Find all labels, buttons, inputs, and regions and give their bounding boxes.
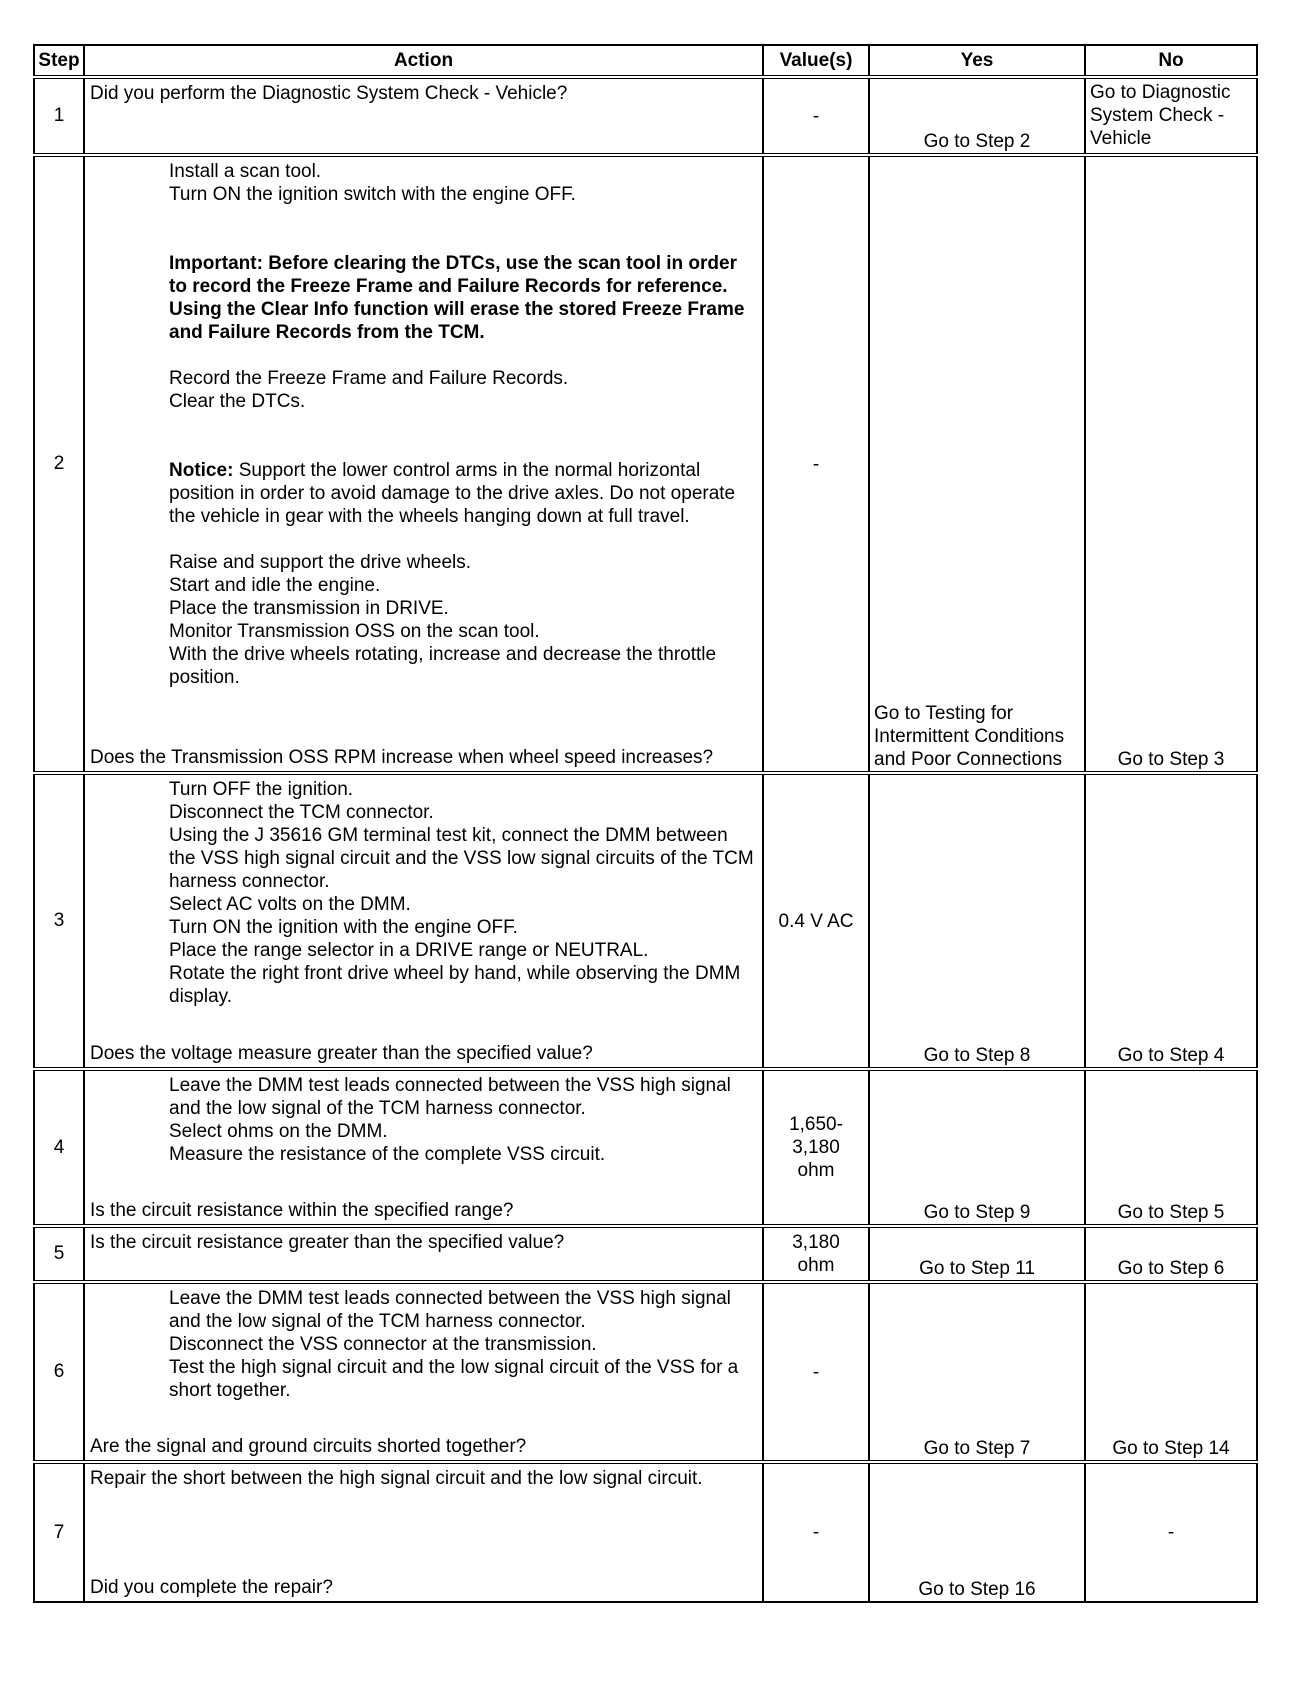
table-row: [34, 1226, 1257, 1282]
value-cell: [763, 1226, 869, 1282]
step-number: 4: [34, 1069, 84, 1226]
action-line: Leave the DMM test leads connected between the VSS high signal and the low signal of the TCM harness connector.: [169, 1288, 731, 1332]
header-no: No: [1085, 45, 1257, 77]
action-cell: [84, 1282, 763, 1462]
value-cell: -: [763, 1462, 869, 1602]
step-question: Did you complete the repair?: [90, 1577, 333, 1598]
yes-cell: Go to Step 8: [869, 773, 1085, 1069]
header-action: Action: [84, 45, 763, 77]
step-question: Is the circuit resistance greater than the specified value?: [90, 1232, 565, 1253]
no-cell: Go to Step 3: [1085, 155, 1257, 773]
action-line: Place the range selector in a DRIVE range or NEUTRAL.: [169, 940, 649, 961]
action-line: Test the high signal circuit and the low signal circuit of the VSS for a short together.: [169, 1357, 739, 1401]
no-cell: Go to Diagnostic System Check - Vehicle: [1085, 77, 1257, 155]
action-line: Monitor Transmission OSS on the scan tool.: [169, 621, 540, 642]
step-question: Does the voltage measure greater than the specified value?: [90, 1043, 593, 1064]
notice-note: [85, 459, 762, 528]
table-row: [34, 155, 1257, 773]
notice-text: Support the lower control arms in the normal horizontal position in order to avoid damage to the drive axles. Do not operate the vehicle in gear with the wheels hanging down at full travel.: [169, 460, 736, 527]
action-line: Record the Freeze Frame and Failure Records.: [169, 368, 569, 389]
action-cell: [84, 1069, 763, 1226]
value-text: 3,180 ohm: [792, 1232, 840, 1276]
action-cell: [84, 155, 763, 773]
value-text: 1,650-3,180 ohm: [789, 1114, 843, 1181]
yes-cell: Go to Step 9: [869, 1069, 1085, 1226]
table-row: [34, 773, 1257, 1069]
action-line: Leave the DMM test leads connected between the VSS high signal and the low signal of the TCM harness connector.: [169, 1075, 731, 1119]
no-cell: -: [1085, 1462, 1257, 1602]
action-line: Turn OFF the ignition.: [169, 779, 354, 800]
action-line: Select AC volts on the DMM.: [169, 894, 411, 915]
step-number: 2: [34, 155, 84, 773]
step-question: Is the circuit resistance within the specified range?: [90, 1200, 514, 1221]
action-line: Select ohms on the DMM.: [169, 1121, 388, 1142]
yes-cell: Go to Step 16: [869, 1462, 1085, 1602]
value-cell: -: [763, 155, 869, 773]
step-question: Does the Transmission OSS RPM increase when wheel speed increases?: [90, 747, 714, 768]
step-number: 3: [34, 773, 84, 1069]
step-number: 1: [34, 77, 84, 155]
table-row: [34, 1462, 1257, 1602]
step-question: Are the signal and ground circuits shorted together?: [90, 1436, 527, 1457]
no-cell: Go to Step 5: [1085, 1069, 1257, 1226]
action-line: Measure the resistance of the complete VSS circuit.: [169, 1144, 606, 1165]
step-number: 5: [34, 1226, 84, 1282]
yes-cell: Go to Step 11: [869, 1226, 1085, 1282]
table-header-row: [34, 45, 1257, 77]
action-line: Disconnect the TCM connector.: [169, 802, 434, 823]
action-line: Clear the DTCs.: [169, 391, 306, 412]
action-line: Rotate the right front drive wheel by hand, while observing the DMM display.: [169, 963, 741, 1007]
yes-cell: Go to Step 7: [869, 1282, 1085, 1462]
action-line: Turn ON the ignition with the engine OFF.: [169, 917, 518, 938]
step-number: 6: [34, 1282, 84, 1462]
value-cell: -: [763, 1282, 869, 1462]
action-cell: [84, 77, 763, 155]
value-cell: [763, 1069, 869, 1226]
action-line: Install a scan tool.: [169, 161, 322, 182]
value-cell: -: [763, 77, 869, 155]
action-line: Turn ON the ignition switch with the engine OFF.: [169, 184, 576, 205]
action-line: Repair the short between the high signal circuit and the low signal circuit.: [90, 1468, 703, 1489]
table-row: [34, 1069, 1257, 1226]
action-line: Using the J 35616 GM terminal test kit, connect the DMM between the VSS high signal circuit and the VSS low signal circuits of the TCM harness connector.: [169, 825, 754, 892]
action-line: Disconnect the VSS connector at the transmission.: [169, 1334, 597, 1355]
notice-label: Notice:: [169, 460, 234, 481]
yes-cell: Go to Step 2: [869, 77, 1085, 155]
action-line: Place the transmission in DRIVE.: [169, 598, 449, 619]
important-note: Important: Before clearing the DTCs, use the scan tool in order to record the Freeze Frame and Failure Records for reference. Using the Clear Info function will erase the stored Freeze Frame and Failure Records from the TCM.: [169, 253, 745, 343]
no-cell: Go to Step 6: [1085, 1226, 1257, 1282]
value-cell: 0.4 V AC: [763, 773, 869, 1069]
step-number: 7: [34, 1462, 84, 1602]
header-values: Value(s): [763, 45, 869, 77]
no-cell: Go to Step 14: [1085, 1282, 1257, 1462]
header-yes: Yes: [869, 45, 1085, 77]
no-cell: Go to Step 4: [1085, 773, 1257, 1069]
action-line: Start and idle the engine.: [169, 575, 381, 596]
diagnostic-table: [33, 44, 1258, 1603]
table-row: [34, 1282, 1257, 1462]
action-line: Raise and support the drive wheels.: [169, 552, 472, 573]
table-row: [34, 77, 1257, 155]
yes-cell: Go to Testing for Intermittent Conditions and Poor Connections: [869, 155, 1085, 773]
action-line: With the drive wheels rotating, increase and decrease the throttle position.: [169, 644, 717, 688]
step-question: Did you perform the Diagnostic System Check - Vehicle?: [90, 83, 568, 104]
action-cell: [84, 1462, 763, 1602]
action-cell: [84, 1226, 763, 1282]
header-step: Step: [34, 45, 84, 77]
action-cell: [84, 773, 763, 1069]
